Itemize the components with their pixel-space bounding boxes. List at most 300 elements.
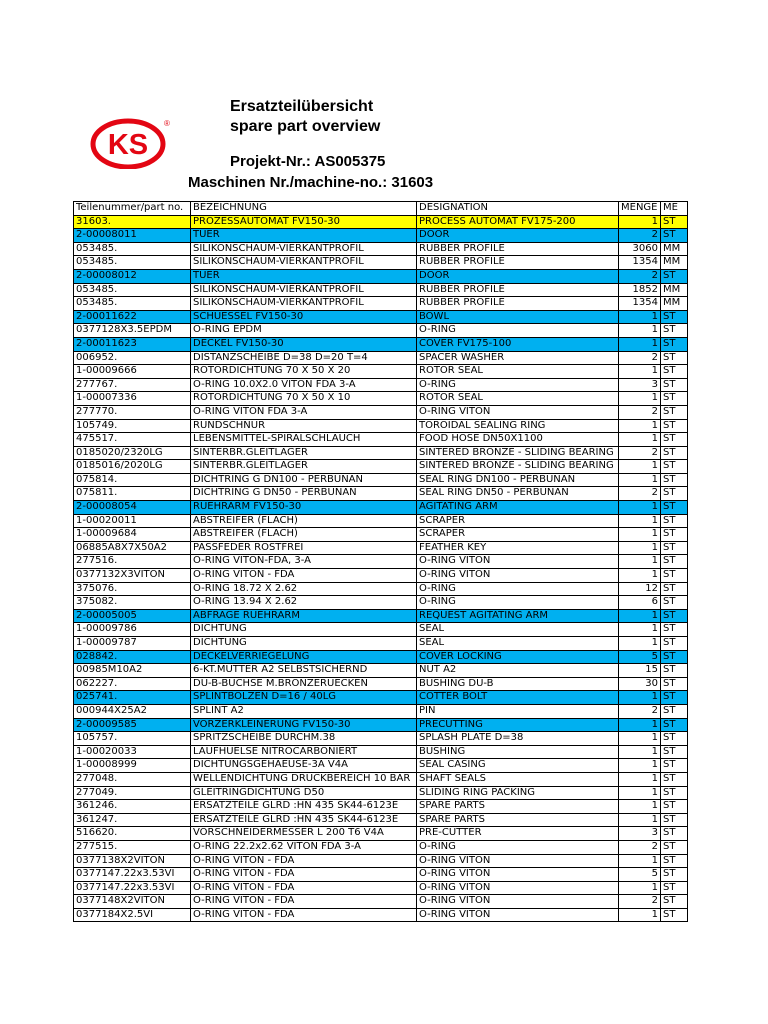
designation-cell: COVER FV175-100 — [417, 337, 619, 351]
part-no-cell: 277770. — [74, 405, 191, 419]
designation-cell: SLIDING RING PACKING — [417, 786, 619, 800]
me-cell: MM — [661, 256, 688, 270]
designation-cell: ROTOR SEAL — [417, 392, 619, 406]
me-cell: ST — [661, 813, 688, 827]
table-row — [74, 813, 688, 827]
bezeichnung-cell: O-RING VITON - FDA — [191, 895, 417, 909]
menge-cell: 2 — [619, 351, 661, 365]
designation-cell: O-RING VITON — [417, 868, 619, 882]
me-cell: ST — [661, 405, 688, 419]
bezeichnung-cell: ABSTREIFER (FLACH) — [191, 514, 417, 528]
me-cell: ST — [661, 854, 688, 868]
part-no-cell: 2-00011622 — [74, 310, 191, 324]
part-no-cell: 277515. — [74, 840, 191, 854]
bezeichnung-cell: O-RING 10.0X2.0 VITON FDA 3-A — [191, 378, 417, 392]
me-cell: ST — [661, 365, 688, 379]
table-row — [74, 800, 688, 814]
table-row — [74, 229, 688, 243]
table-row — [74, 487, 688, 501]
table-row — [74, 378, 688, 392]
header-bezeichnung: BEZEICHNUNG — [191, 202, 417, 216]
menge-cell: 1 — [619, 609, 661, 623]
part-no-cell: 0377147.22x3.53VI — [74, 881, 191, 895]
bezeichnung-cell: SILIKONSCHAUM-VIERKANTPROFIL — [191, 242, 417, 256]
designation-cell: RUBBER PROFILE — [417, 242, 619, 256]
designation-cell: SPACER WASHER — [417, 351, 619, 365]
table-row — [74, 365, 688, 379]
part-no-cell: 053485. — [74, 283, 191, 297]
table-row — [74, 541, 688, 555]
table-row — [74, 718, 688, 732]
me-cell: ST — [661, 582, 688, 596]
table-row — [74, 677, 688, 691]
table-row — [74, 786, 688, 800]
designation-cell: AGITATING ARM — [417, 501, 619, 515]
bezeichnung-cell: GLEITRINGDICHTUNG D50 — [191, 786, 417, 800]
part-no-cell: 277767. — [74, 378, 191, 392]
bezeichnung-cell: TUER — [191, 269, 417, 283]
part-no-cell: 105757. — [74, 732, 191, 746]
bezeichnung-cell: SCHUESSEL FV150-30 — [191, 310, 417, 324]
bezeichnung-cell: PROZESSAUTOMAT FV150-30 — [191, 215, 417, 229]
designation-cell: BUSHING DU-B — [417, 677, 619, 691]
part-no-cell: 1-00009787 — [74, 637, 191, 651]
me-cell: ST — [661, 868, 688, 882]
bezeichnung-cell: 6-KT.MUTTER A2 SELBSTSICHERND — [191, 664, 417, 678]
menge-cell: 1 — [619, 786, 661, 800]
me-cell: ST — [661, 827, 688, 841]
me-cell: ST — [661, 650, 688, 664]
menge-cell: 12 — [619, 582, 661, 596]
part-no-cell: 0377132X3VITON — [74, 569, 191, 583]
me-cell: ST — [661, 487, 688, 501]
bezeichnung-cell: O-RING VITON FDA 3-A — [191, 405, 417, 419]
designation-cell: BOWL — [417, 310, 619, 324]
designation-cell: SEAL — [417, 623, 619, 637]
designation-cell: O-RING VITON — [417, 908, 619, 922]
table-row — [74, 623, 688, 637]
bezeichnung-cell: SILIKONSCHAUM-VIERKANTPROFIL — [191, 283, 417, 297]
designation-cell: RUBBER PROFILE — [417, 256, 619, 270]
table-row — [74, 283, 688, 297]
part-no-cell: 0377138X2VITON — [74, 854, 191, 868]
menge-cell: 1354 — [619, 256, 661, 270]
designation-cell: SEAL CASING — [417, 759, 619, 773]
header-part-no: Teilenummer/part no. — [74, 202, 191, 216]
logo-text: KS — [107, 129, 149, 161]
menge-cell: 1 — [619, 541, 661, 555]
me-cell: ST — [661, 541, 688, 555]
me-cell: ST — [661, 908, 688, 922]
bezeichnung-cell: LAUFHUELSE NITROCARBONIERT — [191, 745, 417, 759]
part-no-cell: 516620. — [74, 827, 191, 841]
designation-cell: O-RING — [417, 378, 619, 392]
menge-cell: 1 — [619, 759, 661, 773]
designation-cell: BUSHING — [417, 745, 619, 759]
menge-cell: 1 — [619, 555, 661, 569]
menge-cell: 1852 — [619, 283, 661, 297]
table-header-row — [74, 202, 688, 216]
table-row — [74, 854, 688, 868]
designation-cell: SHAFT SEALS — [417, 772, 619, 786]
table-row — [74, 596, 688, 610]
part-no-cell: 1-00020033 — [74, 745, 191, 759]
part-no-cell: 361246. — [74, 800, 191, 814]
me-cell: ST — [661, 433, 688, 447]
designation-cell: PROCESS AUTOMAT FV175-200 — [417, 215, 619, 229]
me-cell: ST — [661, 528, 688, 542]
project-label: Projekt-Nr.: — [230, 153, 311, 170]
table-row — [74, 446, 688, 460]
menge-cell: 1 — [619, 745, 661, 759]
me-cell: ST — [661, 324, 688, 338]
menge-cell: 1 — [619, 473, 661, 487]
me-cell: ST — [661, 392, 688, 406]
bezeichnung-cell: O-RING 13.94 X 2.62 — [191, 596, 417, 610]
bezeichnung-cell: VORZERKLEINERUNG FV150-30 — [191, 718, 417, 732]
designation-cell: COVER LOCKING — [417, 650, 619, 664]
designation-cell: O-RING — [417, 596, 619, 610]
machine-number — [188, 174, 433, 191]
bezeichnung-cell: O-RING EPDM — [191, 324, 417, 338]
designation-cell: SINTERED BRONZE - SLIDING BEARING — [417, 460, 619, 474]
me-cell: ST — [661, 337, 688, 351]
bezeichnung-cell: ROTORDICHTUNG 70 X 50 X 20 — [191, 365, 417, 379]
menge-cell: 2 — [619, 229, 661, 243]
designation-cell: PIN — [417, 704, 619, 718]
designation-cell: RUBBER PROFILE — [417, 297, 619, 311]
machine-value: 31603 — [391, 174, 434, 191]
designation-cell: O-RING VITON — [417, 555, 619, 569]
me-cell: ST — [661, 704, 688, 718]
table-row — [74, 759, 688, 773]
part-no-cell: 277516. — [74, 555, 191, 569]
part-no-cell: 1-00009666 — [74, 365, 191, 379]
part-no-cell: 277049. — [74, 786, 191, 800]
part-no-cell: 105749. — [74, 419, 191, 433]
menge-cell: 1 — [619, 718, 661, 732]
part-no-cell: 000944X25A2 — [74, 704, 191, 718]
header-menge: MENGE — [619, 202, 661, 216]
me-cell: ST — [661, 637, 688, 651]
menge-cell: 2 — [619, 487, 661, 501]
me-cell: ST — [661, 569, 688, 583]
bezeichnung-cell: ERSATZTEILE GLRD :HN 435 SK44-6123E — [191, 813, 417, 827]
part-no-cell: 053485. — [74, 242, 191, 256]
me-cell: ST — [661, 351, 688, 365]
bezeichnung-cell: SINTERBR.GLEITLAGER — [191, 446, 417, 460]
bezeichnung-cell: LEBENSMITTEL-SPIRALSCHLAUCH — [191, 433, 417, 447]
table-row — [74, 827, 688, 841]
designation-cell: DOOR — [417, 229, 619, 243]
designation-cell: FOOD HOSE DN50X1100 — [417, 433, 619, 447]
menge-cell: 1 — [619, 215, 661, 229]
table-row — [74, 405, 688, 419]
part-no-cell: 2-00009585 — [74, 718, 191, 732]
me-cell: ST — [661, 609, 688, 623]
bezeichnung-cell: DICHTRING G DN100 - PERBUNAN — [191, 473, 417, 487]
part-no-cell: 0185016/2020LG — [74, 460, 191, 474]
part-no-cell: 0377128X3.5EPDM — [74, 324, 191, 338]
table-row — [74, 310, 688, 324]
table-row — [74, 528, 688, 542]
table-row — [74, 609, 688, 623]
part-no-cell: 025741. — [74, 691, 191, 705]
menge-cell: 3060 — [619, 242, 661, 256]
part-no-cell: 06885A8X7X50A2 — [74, 541, 191, 555]
me-cell: ST — [661, 623, 688, 637]
me-cell: ST — [661, 664, 688, 678]
table-row — [74, 256, 688, 270]
menge-cell: 1 — [619, 528, 661, 542]
project-value: AS005375 — [314, 153, 386, 170]
table-row — [74, 908, 688, 922]
menge-cell: 1354 — [619, 297, 661, 311]
designation-cell: SPLASH PLATE D=38 — [417, 732, 619, 746]
designation-cell: SPARE PARTS — [417, 800, 619, 814]
menge-cell: 1 — [619, 854, 661, 868]
menge-cell: 2 — [619, 895, 661, 909]
designation-cell: SCRAPER — [417, 514, 619, 528]
menge-cell: 1 — [619, 365, 661, 379]
bezeichnung-cell: ROTORDICHTUNG 70 X 50 X 10 — [191, 392, 417, 406]
me-cell: ST — [661, 800, 688, 814]
table-row — [74, 569, 688, 583]
bezeichnung-cell: SINTERBR.GLEITLAGER — [191, 460, 417, 474]
designation-cell: ROTOR SEAL — [417, 365, 619, 379]
menge-cell: 2 — [619, 840, 661, 854]
bezeichnung-cell: SPLINT A2 — [191, 704, 417, 718]
menge-cell: 1 — [619, 881, 661, 895]
menge-cell: 1 — [619, 392, 661, 406]
part-no-cell: 1-00009684 — [74, 528, 191, 542]
designation-cell: SPARE PARTS — [417, 813, 619, 827]
bezeichnung-cell: DECKELVERRIEGELUNG — [191, 650, 417, 664]
table-row — [74, 269, 688, 283]
me-cell: ST — [661, 555, 688, 569]
bezeichnung-cell: SILIKONSCHAUM-VIERKANTPROFIL — [191, 256, 417, 270]
title-block — [230, 97, 380, 137]
menge-cell: 1 — [619, 337, 661, 351]
table-row — [74, 473, 688, 487]
part-no-cell: 0377184X2.5VI — [74, 908, 191, 922]
menge-cell: 1 — [619, 419, 661, 433]
header-me: ME — [661, 202, 688, 216]
part-no-cell: 00985M10A2 — [74, 664, 191, 678]
bezeichnung-cell: TUER — [191, 229, 417, 243]
menge-cell: 2 — [619, 405, 661, 419]
me-cell: ST — [661, 310, 688, 324]
menge-cell: 2 — [619, 704, 661, 718]
menge-cell: 1 — [619, 310, 661, 324]
bezeichnung-cell: O-RING VITON - FDA — [191, 854, 417, 868]
menge-cell: 1 — [619, 908, 661, 922]
designation-cell: O-RING VITON — [417, 854, 619, 868]
menge-cell: 6 — [619, 596, 661, 610]
designation-cell: O-RING — [417, 840, 619, 854]
me-cell: ST — [661, 895, 688, 909]
table-row — [74, 514, 688, 528]
table-row — [74, 732, 688, 746]
designation-cell: SCRAPER — [417, 528, 619, 542]
menge-cell: 5 — [619, 650, 661, 664]
table-row — [74, 704, 688, 718]
bezeichnung-cell: O-RING VITON - FDA — [191, 569, 417, 583]
me-cell: ST — [661, 215, 688, 229]
bezeichnung-cell: SPLINTBOLZEN D=16 / 40LG — [191, 691, 417, 705]
designation-cell: O-RING — [417, 324, 619, 338]
designation-cell: SEAL RING DN100 - PERBUNAN — [417, 473, 619, 487]
designation-cell: O-RING VITON — [417, 895, 619, 909]
part-no-cell: 028842. — [74, 650, 191, 664]
bezeichnung-cell: O-RING VITON - FDA — [191, 881, 417, 895]
menge-cell: 1 — [619, 433, 661, 447]
table-row — [74, 392, 688, 406]
bezeichnung-cell: ERSATZTEILE GLRD :HN 435 SK44-6123E — [191, 800, 417, 814]
menge-cell: 1 — [619, 800, 661, 814]
me-cell: ST — [661, 473, 688, 487]
designation-cell: TOROIDAL SEALING RING — [417, 419, 619, 433]
table-row — [74, 460, 688, 474]
table-row — [74, 745, 688, 759]
me-cell: ST — [661, 840, 688, 854]
menge-cell: 3 — [619, 378, 661, 392]
menge-cell: 2 — [619, 269, 661, 283]
bezeichnung-cell: ABSTREIFER (FLACH) — [191, 528, 417, 542]
menge-cell: 1 — [619, 813, 661, 827]
bezeichnung-cell: DICHTRING G DN50 - PERBUNAN — [191, 487, 417, 501]
designation-cell: REQUEST AGITATING ARM — [417, 609, 619, 623]
part-no-cell: 375082. — [74, 596, 191, 610]
title-english: spare part overview — [230, 118, 381, 135]
bezeichnung-cell: O-RING VITON - FDA — [191, 908, 417, 922]
me-cell: MM — [661, 297, 688, 311]
bezeichnung-cell: SPRITZSCHEIBE DURCHM.38 — [191, 732, 417, 746]
menge-cell: 3 — [619, 827, 661, 841]
part-no-cell: 006952. — [74, 351, 191, 365]
me-cell: ST — [661, 881, 688, 895]
me-cell: ST — [661, 718, 688, 732]
part-no-cell: 2-00008054 — [74, 501, 191, 515]
part-no-cell: 075814. — [74, 473, 191, 487]
table-row — [74, 337, 688, 351]
bezeichnung-cell: O-RING VITON-FDA, 3-A — [191, 555, 417, 569]
me-cell: ST — [661, 772, 688, 786]
menge-cell: 1 — [619, 514, 661, 528]
part-no-cell: 1-00007336 — [74, 392, 191, 406]
bezeichnung-cell: VORSCHNEIDERMESSER L 200 T6 V4A — [191, 827, 417, 841]
bezeichnung-cell: DICHTUNGSGEHAEUSE-3A V4A — [191, 759, 417, 773]
me-cell: ST — [661, 759, 688, 773]
table-row — [74, 555, 688, 569]
part-no-cell: 1-00009786 — [74, 623, 191, 637]
me-cell: ST — [661, 229, 688, 243]
table-body — [74, 202, 688, 922]
me-cell: ST — [661, 732, 688, 746]
part-no-cell: 277048. — [74, 772, 191, 786]
bezeichnung-cell: O-RING 18.72 X 2.62 — [191, 582, 417, 596]
table-row — [74, 637, 688, 651]
menge-cell: 1 — [619, 569, 661, 583]
menge-cell: 1 — [619, 460, 661, 474]
table-row — [74, 433, 688, 447]
bezeichnung-cell: DECKEL FV150-30 — [191, 337, 417, 351]
designation-cell: NUT A2 — [417, 664, 619, 678]
designation-cell: SEAL — [417, 637, 619, 651]
part-no-cell: 361247. — [74, 813, 191, 827]
part-no-cell: 375076. — [74, 582, 191, 596]
table-row — [74, 895, 688, 909]
me-cell: ST — [661, 269, 688, 283]
machine-label: Maschinen Nr./machine-no.: — [188, 174, 388, 191]
part-no-cell: 0185020/2320LG — [74, 446, 191, 460]
me-cell: ST — [661, 419, 688, 433]
designation-cell: FEATHER KEY — [417, 541, 619, 555]
part-no-cell: 075811. — [74, 487, 191, 501]
table-row — [74, 215, 688, 229]
bezeichnung-cell: RUEHRARM FV150-30 — [191, 501, 417, 515]
table-row — [74, 324, 688, 338]
bezeichnung-cell: DISTANZSCHEIBE D=38 D=20 T=4 — [191, 351, 417, 365]
menge-cell: 30 — [619, 677, 661, 691]
part-no-cell: 2-00011623 — [74, 337, 191, 351]
part-no-cell: 0377148X2VITON — [74, 895, 191, 909]
menge-cell: 1 — [619, 691, 661, 705]
bezeichnung-cell: ABFRAGE RUEHRARM — [191, 609, 417, 623]
me-cell: ST — [661, 460, 688, 474]
part-no-cell: 0377147.22x3.53VI — [74, 868, 191, 882]
me-cell: ST — [661, 446, 688, 460]
me-cell: ST — [661, 378, 688, 392]
me-cell: ST — [661, 745, 688, 759]
menge-cell: 1 — [619, 324, 661, 338]
designation-cell: O-RING VITON — [417, 405, 619, 419]
me-cell: MM — [661, 283, 688, 297]
menge-cell: 1 — [619, 501, 661, 515]
part-no-cell: 1-00008999 — [74, 759, 191, 773]
menge-cell: 2 — [619, 446, 661, 460]
bezeichnung-cell: DICHTUNG — [191, 637, 417, 651]
menge-cell: 1 — [619, 772, 661, 786]
table-row — [74, 772, 688, 786]
bezeichnung-cell: SILIKONSCHAUM-VIERKANTPROFIL — [191, 297, 417, 311]
table-row — [74, 840, 688, 854]
header-designation: DESIGNATION — [417, 202, 619, 216]
bezeichnung-cell: DICHTUNG — [191, 623, 417, 637]
part-no-cell: 2-00008012 — [74, 269, 191, 283]
bezeichnung-cell: DU-B-BUCHSE M.BRONZERUECKEN — [191, 677, 417, 691]
menge-cell: 1 — [619, 637, 661, 651]
designation-cell: O-RING VITON — [417, 569, 619, 583]
bezeichnung-cell: RUNDSCHNUR — [191, 419, 417, 433]
table-row — [74, 297, 688, 311]
part-no-cell: 053485. — [74, 256, 191, 270]
me-cell: ST — [661, 691, 688, 705]
me-cell: ST — [661, 786, 688, 800]
designation-cell: SEAL RING DN50 - PERBUNAN — [417, 487, 619, 501]
designation-cell: O-RING VITON — [417, 881, 619, 895]
designation-cell: O-RING — [417, 582, 619, 596]
table-row — [74, 242, 688, 256]
designation-cell: COTTER BOLT — [417, 691, 619, 705]
designation-cell: PRE-CUTTER — [417, 827, 619, 841]
me-cell: ST — [661, 501, 688, 515]
table-row — [74, 419, 688, 433]
bezeichnung-cell: O-RING 22.2x2.62 VITON FDA 3-A — [191, 840, 417, 854]
designation-cell: SINTERED BRONZE - SLIDING BEARING — [417, 446, 619, 460]
table-row — [74, 351, 688, 365]
table-row — [74, 650, 688, 664]
